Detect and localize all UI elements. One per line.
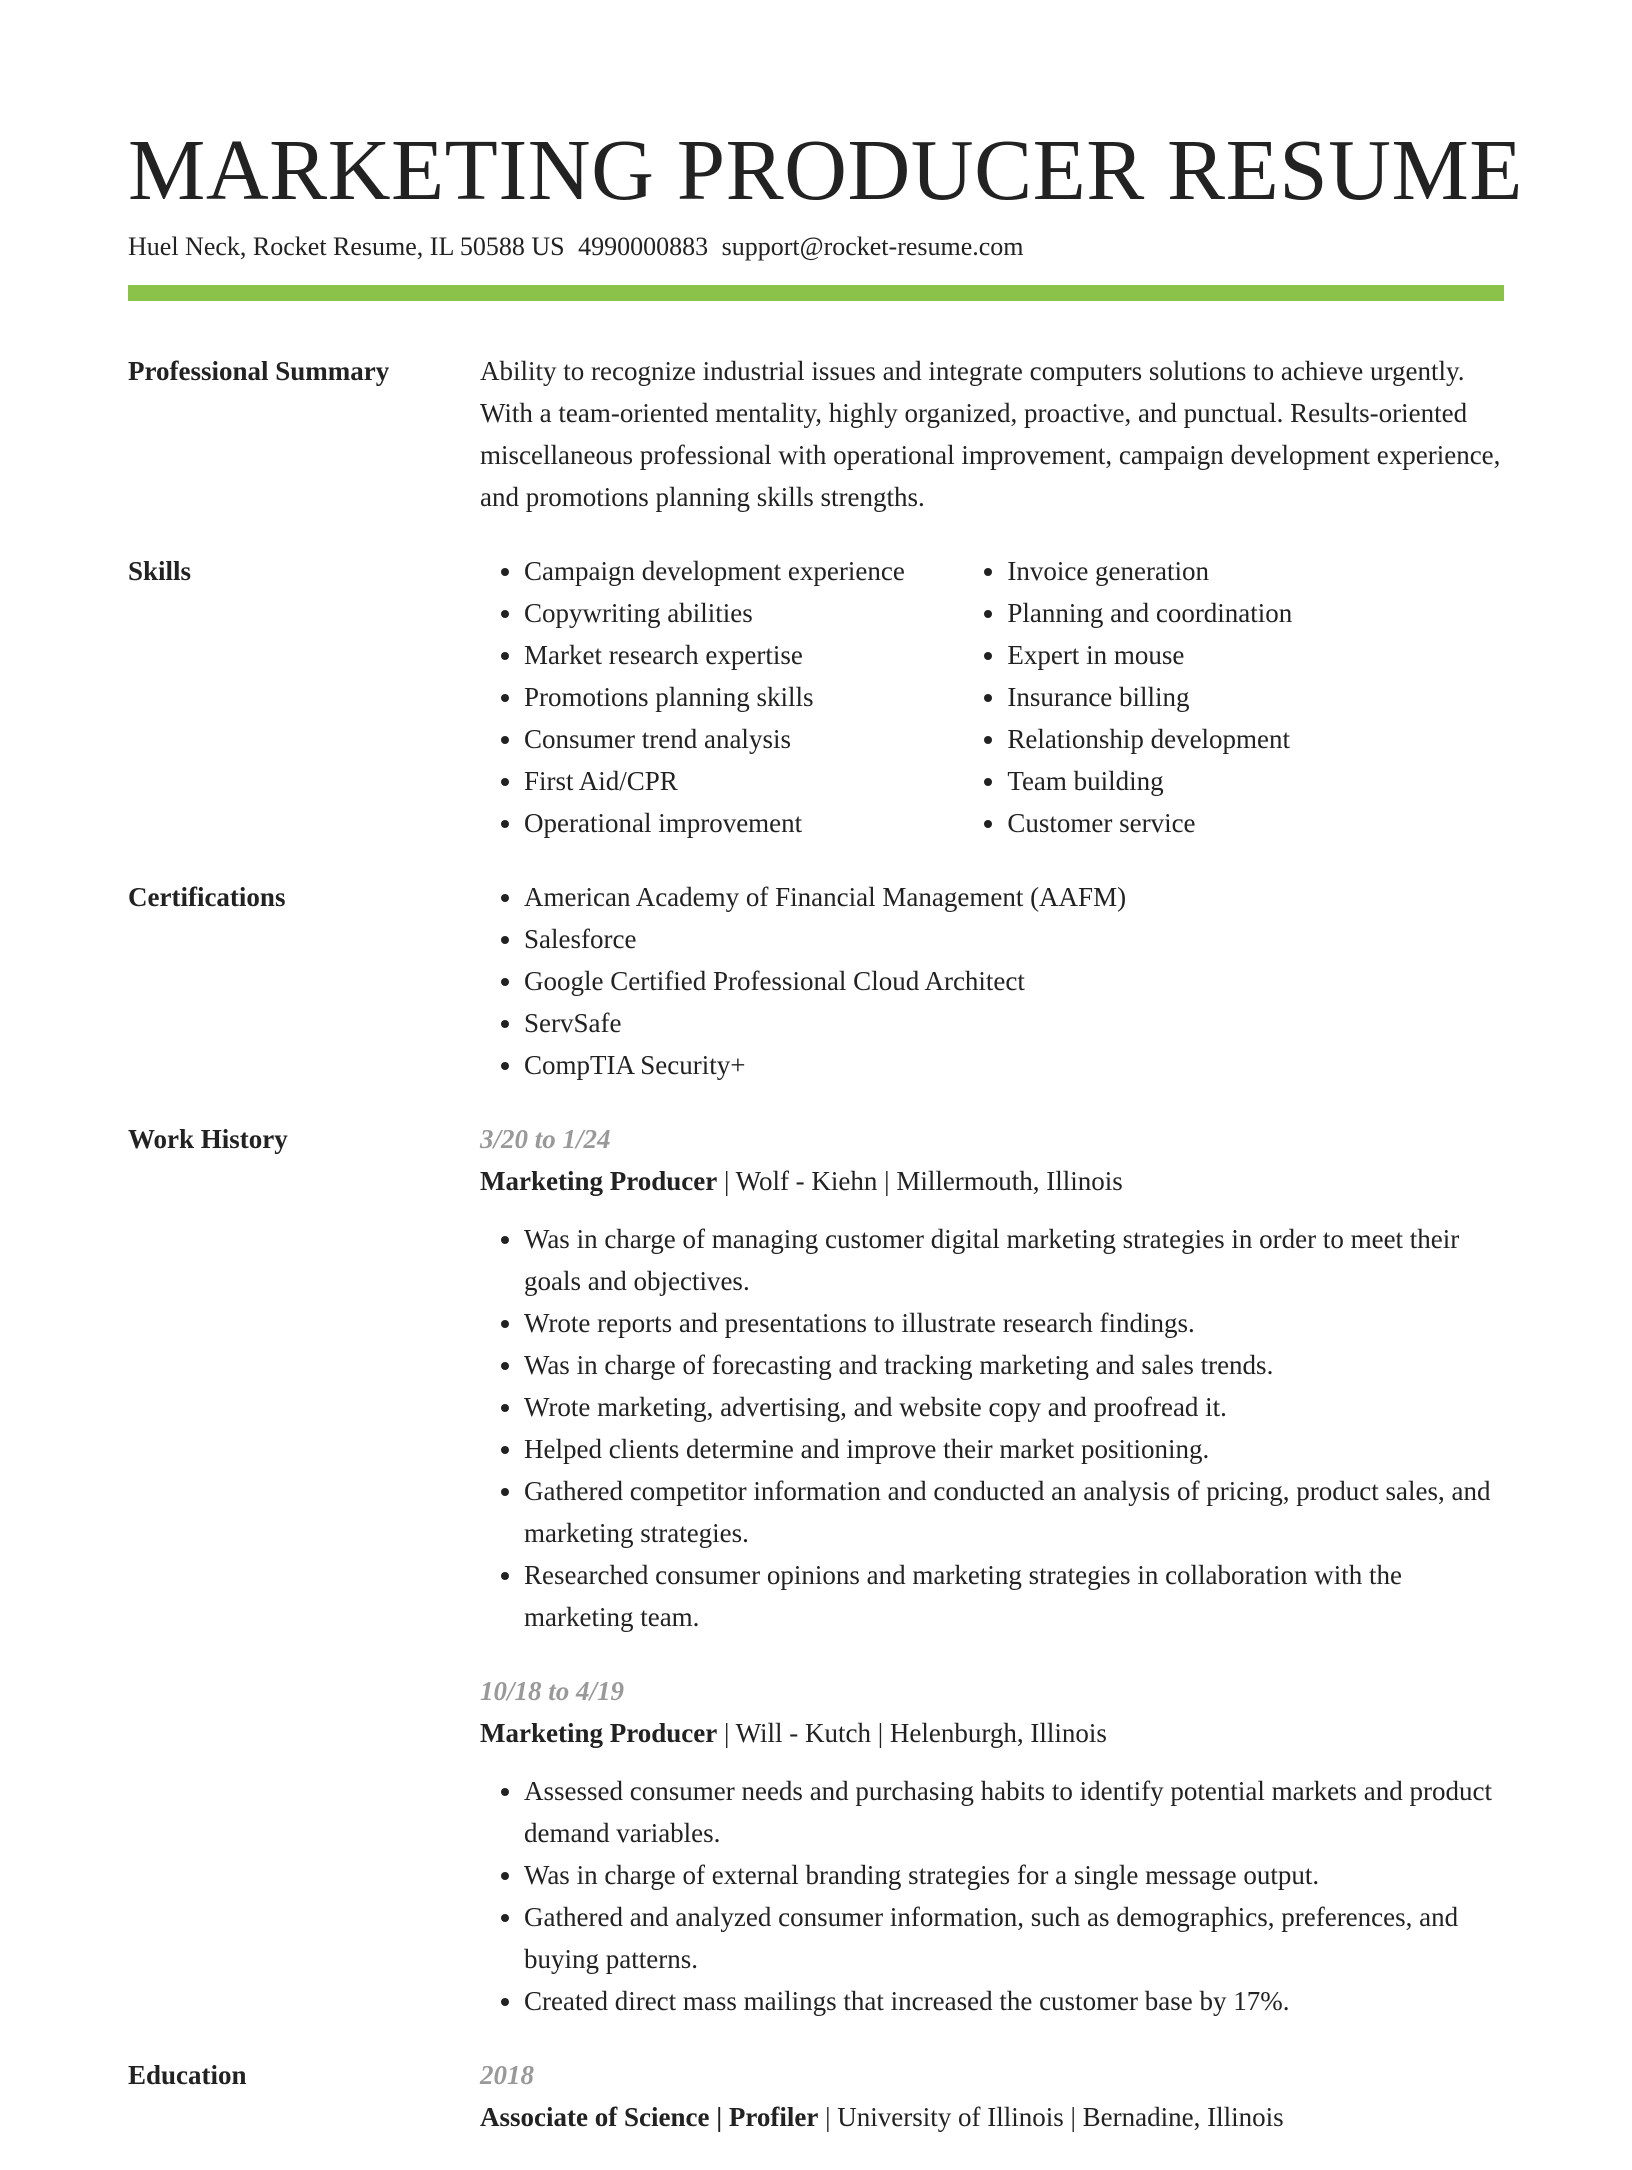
section-heading: Education [128,2060,247,2090]
job-dates: 10/18 to 4/19 [480,1676,625,1706]
skill-item: • Insurance billing [1007,676,1504,718]
certifications-list [480,876,1504,1086]
certification-item: • ServSafe [524,1002,1504,1044]
job-title: Marketing Producer [480,1166,718,1196]
education-degree [480,2102,818,2132]
skill-item: • Campaign development experience [524,550,963,592]
section-content [480,2054,1504,2138]
degree-field: | Profiler [709,2102,819,2132]
section-heading: Certifications [128,882,286,912]
job-bullet: • Researched consumer opinions and marketing strategies in collaboration with the marketing team. [524,1554,1504,1638]
job-bullet: • Assessed consumer needs and purchasing habits to identify potential markets and product demand variables. [524,1770,1504,1854]
section-heading: Skills [128,556,192,586]
summary-text: Ability to recognize industrial issues and integrate computers solutions to achieve urgently. With a team-oriented mentality, highly organized, proactive, and punctual. Results-oriented miscellaneous professional with operational improvement, campaign development experience, and promotions planning skills strengths. [480,356,1501,512]
summary-section [128,350,1504,518]
skill-item: • Relationship development [1007,718,1504,760]
certification-item: • CompTIA Security+ [524,1044,1504,1086]
skills-list-left [480,550,963,844]
header-divider [128,285,1504,301]
job-bullet: • Was in charge of forecasting and tracking marketing and sales trends. [524,1344,1504,1386]
skill-item: • Market research expertise [524,634,963,676]
section-heading: Work History [128,1124,288,1154]
job-bullet: • Created direct mass mailings that increased the customer base by 17%. [524,1980,1504,2022]
job-bullets [480,1218,1504,1638]
education-section [128,2054,1504,2138]
skill-item: • Planning and coordination [1007,592,1504,634]
education-details: | University of Illinois | Bernadine, Illinois [818,2102,1284,2132]
work-history-section [128,1118,1504,2022]
certification-item: • Salesforce [524,918,1504,960]
job-bullet: • Gathered competitor information and conducted an analysis of pricing, product sales, and marketing strategies. [524,1470,1504,1554]
skill-item: • Consumer trend analysis [524,718,963,760]
skill-item: • Customer service [1007,802,1504,844]
job-details: | Will - Kutch | Helenburgh, Illinois [717,1718,1107,1748]
education-year: 2018 [480,2060,534,2090]
resume-sections [128,350,1504,2170]
section-heading: Professional Summary [128,356,390,386]
contact-email: support@rocket-resume.com [721,232,1024,261]
contact-phone: 4990000883 [578,232,709,261]
job-bullet: • Wrote reports and presentations to illustrate research findings. [524,1302,1504,1344]
job-details: | Wolf - Kiehn | Millermouth, Illinois [717,1166,1123,1196]
job-header [480,1712,1504,1754]
page-title: MARKETING PRODUCER RESUME [128,121,1523,218]
contact-line [128,230,1504,264]
job-entry [480,1118,1504,1638]
skill-item: • First Aid/CPR [524,760,963,802]
job-bullet: • Helped clients determine and improve their market positioning. [524,1428,1504,1470]
skill-item: • Promotions planning skills [524,676,963,718]
job-bullet: • Wrote marketing, advertising, and website copy and proofread it. [524,1386,1504,1428]
section-content [480,876,1504,1086]
certifications-section [128,876,1504,1086]
job-header [480,1160,1504,1202]
section-content [480,1118,1504,2022]
skill-item: • Expert in mouse [1007,634,1504,676]
skill-item: • Invoice generation [1007,550,1504,592]
skill-item: • Copywriting abilities [524,592,963,634]
contact-address: Huel Neck, Rocket Resume, IL 50588 US [128,232,565,261]
skill-item: • Team building [1007,760,1504,802]
job-bullet: • Was in charge of managing customer digital marketing strategies in order to meet their goals and objectives. [524,1218,1504,1302]
resume-header [128,118,1523,264]
degree-name: Associate of Science [480,2102,710,2132]
certification-item: • American Academy of Financial Management (AAFM) [524,876,1504,918]
job-bullet: • Gathered and analyzed consumer information, such as demographics, preferences, and buying patterns. [524,1896,1504,1980]
job-title: Marketing Producer [480,1718,718,1748]
section-content [480,350,1504,518]
skills-columns [480,550,1504,844]
job-entry [480,1670,1504,2022]
job-bullet: • Was in charge of external branding strategies for a single message output. [524,1854,1504,1896]
education-entry [480,2096,1504,2138]
skills-section [128,550,1504,844]
skills-list-right [963,550,1504,844]
certification-item: • Google Certified Professional Cloud Architect [524,960,1504,1002]
job-dates: 3/20 to 1/24 [480,1124,611,1154]
skill-item: • Operational improvement [524,802,963,844]
job-bullets [480,1770,1504,2022]
